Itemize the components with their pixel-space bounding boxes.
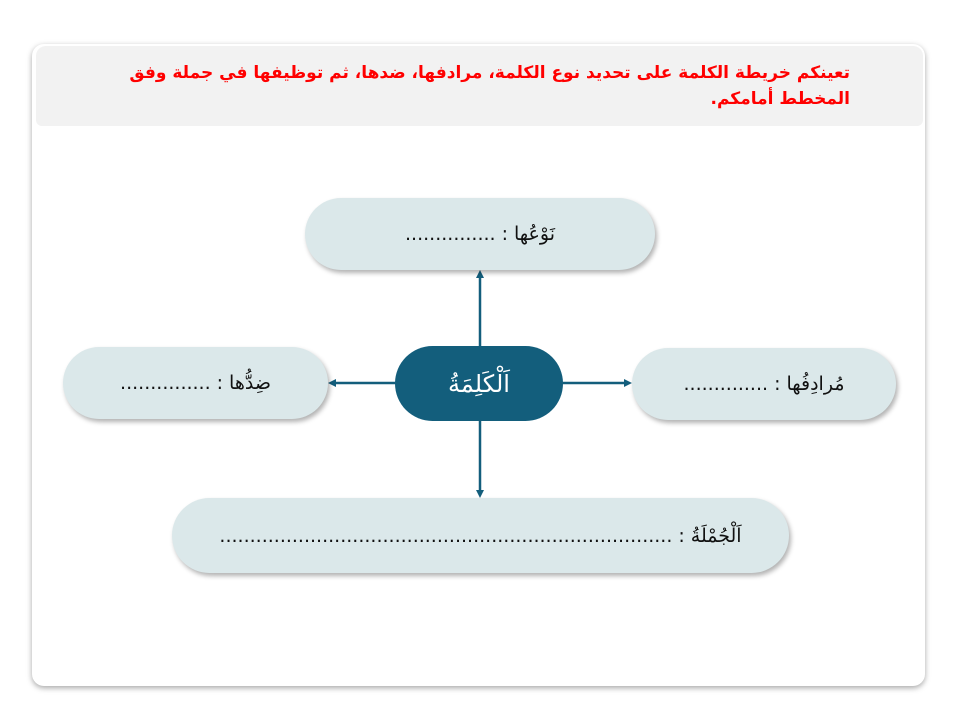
sentence-box[interactable] xyxy=(172,498,789,573)
antonym-box[interactable] xyxy=(63,347,328,419)
instruction-text: تعينكم خريطة الكلمة على تحديد نوع الكلمة، مرادفها، ضدها، ثم توظيفها في جملة وفق المخطط أمامكم. xyxy=(129,63,850,109)
synonym-label: مُرادِفُها xyxy=(786,373,845,395)
type-box[interactable] xyxy=(305,198,655,270)
sentence-label: اَلْجُمْلَةُ xyxy=(690,524,742,547)
synonym-separator: : xyxy=(774,373,781,395)
antonym-label: ضِدُّها xyxy=(229,372,271,394)
sentence-blank[interactable]: ........................................................................... xyxy=(219,524,673,547)
synonym-blank[interactable]: .............. xyxy=(683,373,769,395)
sentence-separator: : xyxy=(678,524,685,547)
type-blank[interactable]: ............... xyxy=(405,223,496,245)
synonym-box[interactable] xyxy=(632,348,896,420)
center-word-node: اَلْكَلِمَةُ xyxy=(395,346,563,421)
antonym-blank[interactable]: ............... xyxy=(120,372,211,394)
type-label: نَوْعُها xyxy=(514,223,555,245)
antonym-separator: : xyxy=(216,372,224,394)
type-separator: : xyxy=(501,223,508,245)
